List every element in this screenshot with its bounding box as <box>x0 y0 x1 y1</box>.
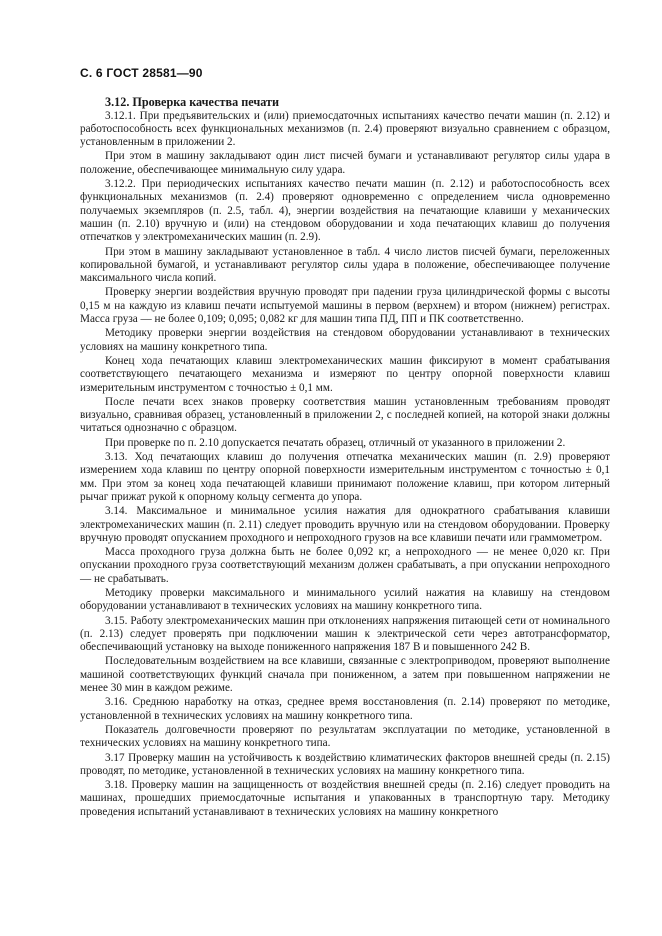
paragraph: При проверке по п. 2.10 допускается печатать образец, отличный от указанного в приложении 2. <box>105 436 566 449</box>
paragraph: Проверку энергии воздействия вручную проводят при падении груза цилиндрической формы с высоты 0,15 м на каждую из клавиш печати испытуемой машины в первом (верхнем) и втором (нижнем) регистрах. Масса груза — не более 0,109; 0,095; 0,082 кг для машин типа ПД, ПП и ПК соответственно. <box>80 286 610 326</box>
paragraph-3-14: 3.14. Максимальное и минимальное усилия нажатия для однократного срабатывания клавиши электромеханических машин (п. 2.11) следует проводить вручную или на стендовом оборудовании. Проверку вручную проводят опусканием проходного и непроходного грузов на все клавиши печати или граммометром. <box>80 505 610 544</box>
running-header: С. 6 ГОСТ 28581—90 <box>80 66 203 80</box>
paragraph-3-17: 3.17 Проверку машин на устойчивость к воздействию климатических факторов внешней среды (п. 2.15) проводят, по методике, установленной в технических условиях на машину конкретного типа. <box>80 751 610 777</box>
paragraph-3-15: 3.15. Работу электромеханических машин при отклонениях напряжения питающей сети от номинального (п. 2.13) следует проверять при подключении машин к электрической сети через автотрансформатор, обеспечивающий установку на выходе пониженного напряжения 187 В и повышенного 242 В. <box>80 614 610 654</box>
paragraph: Методику проверки максимального и минимального усилий нажатия на клавишу на стендовом оборудовании устанавливают в технических условиях на машину конкретного типа. <box>80 586 610 613</box>
section-heading: 3.12. Проверка качества печати <box>105 95 279 109</box>
paragraph: Масса проходного груза должна быть не более 0,092 кг, а непроходного — не менее 0,020 кг. При опускании проходного груза соответствующий механизм должен срабатывать, а при опускании непроходного — не срабатывать. <box>80 546 610 585</box>
paragraph: Показатель долговечности проверяют по результатам эксплуатации по методике, установленной в технических условиях на машину конкретного типа. <box>80 723 610 750</box>
paragraph-3-12-1: 3.12.1. При предъявительских и (или) приемосдаточных испытаниях качество печати машин (п. 2.12) и работоспособность всех функциональных механизмов (п. 2.4) проверяют визуально сравнением с образцом, установленным в приложении 2. <box>80 109 610 149</box>
paragraph: Последовательным воздействием на все клавиши, связанные с электроприводом, проверяют выполнение машиной соответствующих функций сначала при пониженном, а затем при повышенном напряжении не менее 30 мин в каждом режиме. <box>80 655 610 695</box>
paragraph-3-18: 3.18. Проверку машин на защищенность от воздействия внешней среды (п. 2.16) следует проводить на машинах, прошедших приемосдаточные испытания и упакованных в транспортную тару. Методику проведения испытаний устанавливают в технических условиях на машину конкретного <box>80 779 610 818</box>
paragraph: После печати всех знаков проверку соответствия машин установленным требованиям проводят визуально, сравнивая образец, установленный в приложении 2, с последней копией, на которой знаки должны читаться однозначно с образцом. <box>80 395 610 435</box>
paragraph: Конец хода печатающих клавиш электромеханических машин фиксируют в момент срабатывания соответствующего печатающего механизма и измеряют по центру опорной поверхности клавиш измерительным инструментом с точностью ± 0,1 мм. <box>80 354 610 394</box>
paragraph: Методику проверки энергии воздействия на стендовом оборудовании устанавливают в технических условиях на машину конкретного типа. <box>80 327 610 353</box>
paragraph-3-16: 3.16. Среднюю наработку на отказ, среднее время восстановления (п. 2.14) проверяют по методике, установленной в технических условиях на машину конкретного типа. <box>80 696 610 722</box>
paragraph-3-13: 3.13. Ход печатающих клавиш до получения отпечатка механических машин (п. 2.9) проверяют измерением хода клавиш по центру опорной поверхности измерительным инструментом с точностью ± 0,1 мм. При этом за конец хода печатающей клавиши принимают положение клавиш, при котором литерный рычаг прижат рукой к опорному кольцу сегмента до упора. <box>80 451 610 503</box>
paragraph: При этом в машину закладывают один лист писчей бумаги и устанавливают регулятор силы удара в положение, обеспечивающее минимальную силу удара. <box>80 150 610 176</box>
paragraph-3-12-2: 3.12.2. При периодических испытаниях качество печати машин (п. 2.12) и работоспособность всех функциональных механизмов (п. 2.4) проверяют одновременно с определением числа одновременно получаемых экземпляров (п. 2.5, табл. 4), энергии воздействия на печатающие клавиши у механических машин (п. 2.10) вручную и (или) на стендовом оборудовании и хода печатающих клавиш до получения отпечатков у электромеханических машин (п. 2.9). <box>80 178 610 244</box>
document-body <box>80 96 610 820</box>
paragraph: При этом в машину закладывают установленное в табл. 4 число листов писчей бумаги, переложенных копировальной бумагой, и устанавливают регулятор силы удара в положение, обеспечивающее получение максимального числа копий. <box>80 245 610 285</box>
